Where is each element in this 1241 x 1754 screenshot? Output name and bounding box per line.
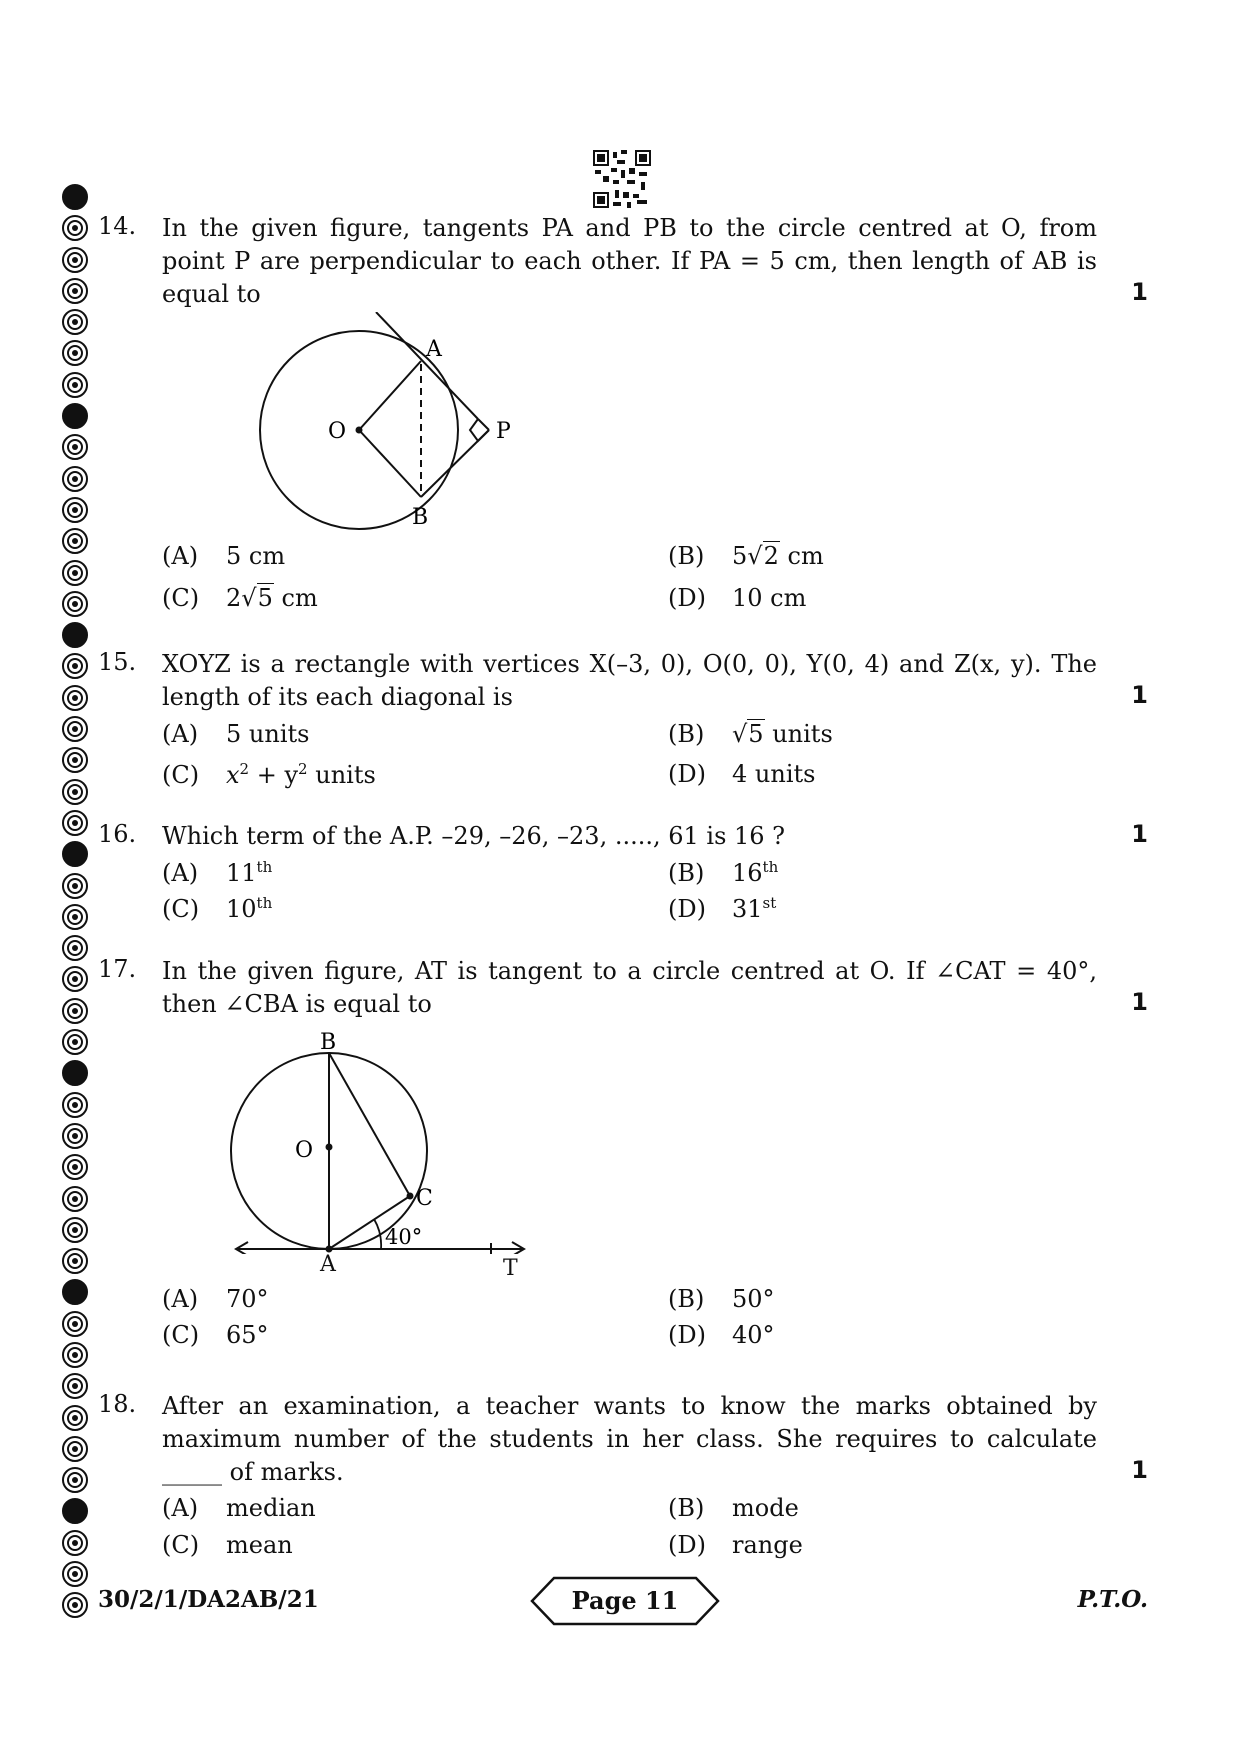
question-text: Which term of the A.P. –29, –26, –23, ....., 61 is 16 ? — [162, 822, 786, 850]
rail-dot — [62, 466, 88, 492]
paper-code: 30/2/1/DA2AB/21 — [98, 1586, 319, 1613]
rail-dot — [62, 716, 88, 742]
option-a[interactable]: (A) 11th — [162, 858, 273, 887]
option-a[interactable]: (A) 5 cm — [162, 542, 286, 570]
rail-dot — [62, 1154, 88, 1180]
rail-dot — [62, 1373, 88, 1399]
rail-dot — [62, 497, 88, 523]
question-number: 16. — [98, 820, 137, 848]
option-d[interactable]: (D) 4 units — [668, 760, 816, 788]
rail-dot — [62, 1561, 88, 1587]
rail-dot-solid — [62, 1279, 88, 1305]
question-number: 15. — [98, 648, 137, 676]
rail-dot-solid — [62, 403, 88, 429]
question-number: 14. — [98, 212, 137, 240]
question-marks: 1 — [1131, 681, 1148, 709]
radical-icon: √ — [747, 542, 763, 570]
label-c: C — [416, 1186, 433, 1211]
rail-dot — [62, 340, 88, 366]
option-b[interactable]: (B) 50° — [668, 1285, 775, 1313]
margin-rail — [62, 184, 90, 1624]
rail-dot — [62, 1248, 88, 1274]
question-text: In the given figure, AT is tangent to a circle centred at O. If ∠CAT = 40°, then ∠CBA is equal to — [162, 957, 1097, 1018]
label-o: O — [295, 1138, 314, 1163]
question-marks: 1 — [1131, 278, 1148, 306]
label-b: B — [412, 505, 429, 530]
rail-dot — [62, 528, 88, 554]
label-t: T — [503, 1256, 518, 1281]
label-b: B — [320, 1030, 337, 1055]
option-c[interactable]: (C) 65° — [162, 1321, 269, 1349]
rail-dot — [62, 1123, 88, 1149]
rail-dot — [62, 309, 88, 335]
option-b[interactable]: (B) √5 units — [668, 720, 833, 748]
tangent-angle-figure — [216, 1019, 556, 1254]
rail-dot — [62, 966, 88, 992]
question-marks: 1 — [1131, 820, 1148, 848]
question-marks: 1 — [1131, 1456, 1148, 1484]
rail-dot — [62, 1530, 88, 1556]
rail-dot — [62, 1029, 88, 1055]
rail-dot — [62, 873, 88, 899]
tangent-figure — [248, 312, 538, 532]
rail-dot — [62, 1311, 88, 1337]
rail-dot — [62, 1592, 88, 1618]
rail-dot — [62, 560, 88, 586]
qr-code — [593, 150, 651, 208]
page-footer — [98, 1576, 1148, 1626]
rail-dot — [62, 434, 88, 460]
question-number: 18. — [98, 1390, 137, 1418]
option-c[interactable]: (C) mean — [162, 1531, 293, 1559]
question-text: XOYZ is a rectangle with vertices X(–3, 0), O(0, 0), Y(0, 4) and Z(x, y). The length of its each diagonal is — [162, 650, 1097, 711]
option-b[interactable]: (B) mode — [668, 1494, 799, 1522]
rail-dot — [62, 998, 88, 1024]
rail-dot — [62, 591, 88, 617]
rail-dot — [62, 215, 88, 241]
option-c[interactable]: (C) $x^2 + y^2$ units — [162, 760, 376, 789]
rail-dot — [62, 810, 88, 836]
rail-dot-solid — [62, 1060, 88, 1086]
rail-dot — [62, 935, 88, 961]
rail-dot — [62, 278, 88, 304]
option-a[interactable]: (A) median — [162, 1494, 316, 1522]
rail-dot — [62, 1217, 88, 1243]
rail-dot — [62, 372, 88, 398]
label-p: P — [496, 419, 511, 444]
option-a[interactable]: (A) 70° — [162, 1285, 269, 1313]
rail-dot — [62, 1092, 88, 1118]
rail-dot — [62, 1405, 88, 1431]
rail-dot — [62, 904, 88, 930]
option-c[interactable]: (C) 2√5 cm — [162, 584, 318, 612]
rail-dot — [62, 1436, 88, 1462]
label-a: A — [426, 337, 442, 362]
rail-dot-solid — [62, 184, 88, 210]
option-d[interactable]: (D) range — [668, 1531, 803, 1559]
label-a: A — [320, 1252, 336, 1277]
option-a[interactable]: (A) 5 units — [162, 720, 310, 748]
page-number: Page 11 — [571, 1586, 679, 1615]
option-b[interactable]: (B) 16th — [668, 858, 779, 887]
option-c[interactable]: (C) 10th — [162, 894, 273, 923]
rail-dot — [62, 779, 88, 805]
rail-dot — [62, 1186, 88, 1212]
option-d[interactable]: (D) 31st — [668, 894, 777, 923]
question-marks: 1 — [1131, 988, 1148, 1016]
label-angle: 40° — [385, 1225, 423, 1249]
rail-dot — [62, 247, 88, 273]
rail-dot — [62, 1467, 88, 1493]
radical-icon: √ — [732, 720, 748, 748]
rail-dot — [62, 685, 88, 711]
please-turn-over: P.T.O. — [1077, 1586, 1148, 1613]
rail-dot — [62, 1342, 88, 1368]
page-number-badge — [530, 1576, 720, 1626]
label-o: O — [328, 419, 347, 444]
rail-dot-solid — [62, 1498, 88, 1524]
option-d[interactable]: (D) 40° — [668, 1321, 775, 1349]
radical-icon: √ — [241, 584, 257, 612]
question-text: In the given figure, tangents PA and PB to the circle centred at O, from point P are perpendicular to each other. If PA = 5 cm, then length of AB is equal to — [162, 214, 1097, 308]
question-text: After an examination, a teacher wants to know the marks obtained by maximum number of the students in her class. She requires to calculate _____ of marks. — [162, 1392, 1097, 1486]
rail-dot-solid — [62, 622, 88, 648]
rail-dot — [62, 653, 88, 679]
question-number: 17. — [98, 955, 137, 983]
option-b[interactable]: (B) 5√2 cm — [668, 542, 824, 570]
rail-dot — [62, 747, 88, 773]
option-d[interactable]: (D) 10 cm — [668, 584, 807, 612]
rail-dot-solid — [62, 841, 88, 867]
